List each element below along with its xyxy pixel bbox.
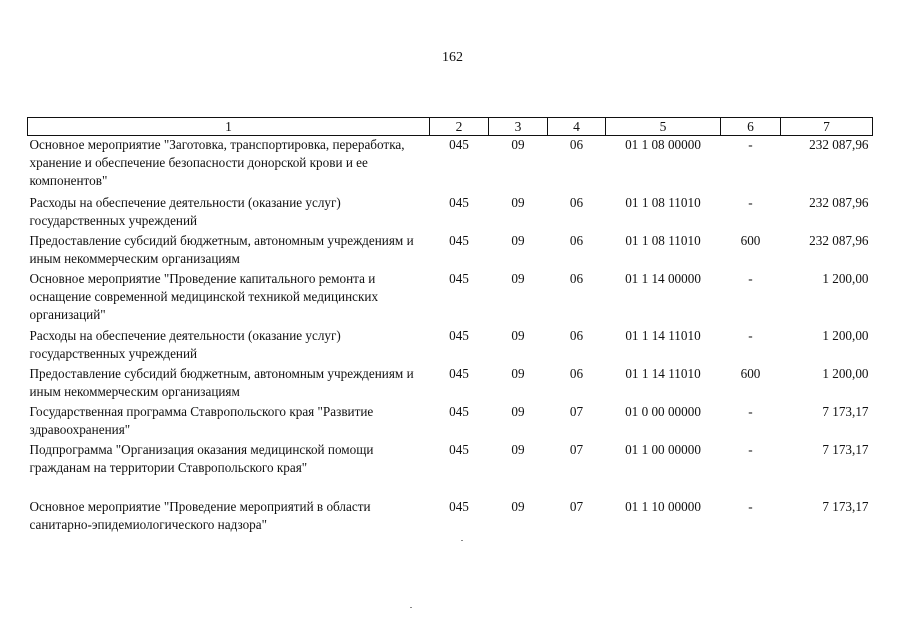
row-ministry-code: 045 (449, 499, 469, 514)
row-name: Предоставление субсидий бюджетным, автономным учреждениям и иным некоммерческим организациям (29, 233, 414, 266)
row-subsection-code: 07 (569, 499, 584, 514)
header-col-6: 6 (721, 118, 781, 136)
row-amount: 7 173,17 (822, 404, 869, 419)
row-amount: 1 200,00 (822, 328, 869, 343)
row-subsection-code: 07 (569, 404, 584, 419)
row-section-code: 09 (511, 328, 525, 343)
row-name: Расходы на обеспечение деятельности (оказание услуг) государственных учреждений (29, 195, 341, 228)
table-header (28, 118, 873, 136)
row-section-code: 09 (511, 499, 525, 514)
scan-speck (410, 607, 412, 608)
row-expense-type: - (748, 137, 753, 152)
row-target-code: 01 1 14 11010 (625, 366, 701, 381)
row-amount: 232 087,96 (809, 233, 869, 248)
row-target-code: 01 1 08 11010 (625, 233, 701, 248)
row-amount: 7 173,17 (822, 442, 869, 457)
row-ministry-code: 045 (449, 137, 469, 152)
header-row (28, 118, 873, 136)
row-name: Подпрограмма "Организация оказания медицинской помощи гражданам на территории Ставропольского края" (29, 442, 374, 475)
table-row (28, 327, 873, 365)
row-expense-type: - (748, 271, 753, 286)
row-subsection-code: 06 (569, 366, 584, 381)
row-expense-type: - (748, 328, 753, 343)
row-ministry-code: 045 (449, 442, 469, 457)
row-name: Основное мероприятие "Заготовка, транспортировка, переработка, хранение и обеспечение безопасности донорской крови и ее компонентов" (29, 137, 405, 188)
scan-speck (461, 540, 463, 541)
row-target-code: 01 1 10 00000 (625, 499, 701, 514)
row-name: Государственная программа Ставропольского края "Развитие здравоохранения" (29, 404, 374, 437)
row-name: Основное мероприятие "Проведение мероприятий в области санитарно-эпидемиологического надзора" (29, 499, 371, 532)
header-col-5: 5 (606, 118, 721, 136)
row-amount: 1 200,00 (822, 366, 869, 381)
row-subsection-code: 06 (569, 137, 584, 152)
row-name: Основное мероприятие "Проведение капитального ремонта и оснащение современной медицинской техникой медицинских организаций" (29, 271, 379, 322)
row-section-code: 09 (511, 404, 525, 419)
row-ministry-code: 045 (449, 271, 469, 286)
row-section-code: 09 (511, 137, 525, 152)
row-expense-type: - (748, 404, 753, 419)
row-subsection-code: 06 (569, 195, 584, 210)
row-target-code: 01 1 14 11010 (625, 328, 701, 343)
row-expense-type: 600 (740, 233, 761, 248)
row-expense-type: 600 (740, 366, 761, 381)
row-name: Расходы на обеспечение деятельности (оказание услуг) государственных учреждений (29, 328, 341, 361)
row-target-code: 01 1 00 00000 (625, 442, 701, 457)
row-subsection-code: 06 (569, 233, 584, 248)
table-row (28, 365, 873, 403)
table-row (28, 232, 873, 270)
table-row (28, 403, 873, 441)
page-number: 162 (442, 50, 463, 65)
budget-table-container (27, 117, 872, 538)
header-col-3: 3 (489, 118, 548, 136)
row-amount: 7 173,17 (822, 499, 869, 514)
table-row (28, 270, 873, 327)
table-row (28, 194, 873, 232)
row-section-code: 09 (511, 195, 525, 210)
row-amount: 232 087,96 (809, 195, 869, 210)
row-target-code: 01 0 00 00000 (625, 404, 701, 419)
row-ministry-code: 045 (449, 195, 469, 210)
row-subsection-code: 06 (569, 271, 584, 286)
row-expense-type: - (748, 195, 753, 210)
row-target-code: 01 1 08 11010 (625, 195, 701, 210)
row-section-code: 09 (511, 271, 525, 286)
header-col-4: 4 (548, 118, 606, 136)
row-subsection-code: 07 (569, 442, 584, 457)
row-amount: 232 087,96 (809, 137, 869, 152)
row-target-code: 01 1 08 00000 (625, 137, 701, 152)
row-expense-type: - (748, 499, 753, 514)
table-row (28, 136, 873, 195)
row-ministry-code: 045 (449, 328, 469, 343)
budget-table (27, 117, 873, 538)
header-col-7: 7 (781, 118, 873, 136)
row-subsection-code: 06 (569, 328, 584, 343)
table-body (28, 136, 873, 539)
row-expense-type: - (748, 442, 753, 457)
row-ministry-code: 045 (449, 366, 469, 381)
row-section-code: 09 (511, 442, 525, 457)
row-section-code: 09 (511, 233, 525, 248)
row-section-code: 09 (511, 366, 525, 381)
row-ministry-code: 045 (449, 404, 469, 419)
row-name: Предоставление субсидий бюджетным, автономным учреждениям и иным некоммерческим организациям (29, 366, 414, 399)
row-amount: 1 200,00 (822, 271, 869, 286)
header-col-2: 2 (430, 118, 489, 136)
table-row (28, 498, 873, 538)
table-row (28, 441, 873, 498)
header-col-1: 1 (28, 118, 430, 136)
row-target-code: 01 1 14 00000 (625, 271, 701, 286)
row-ministry-code: 045 (449, 233, 469, 248)
